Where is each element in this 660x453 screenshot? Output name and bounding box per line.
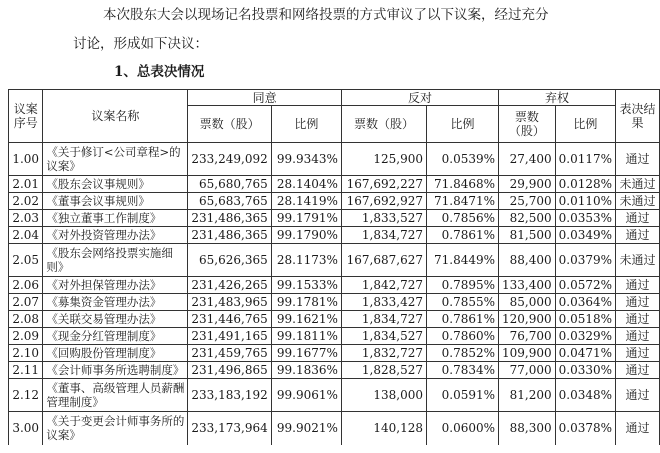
cell-agree-ratio: 99.9343% xyxy=(271,143,341,176)
cell-seq: 2.06 xyxy=(9,277,43,294)
cell-abstain-votes: 85,000 xyxy=(499,294,556,311)
cell-seq: 3.00 xyxy=(9,412,43,445)
header-oppose: 反对 xyxy=(341,90,498,106)
header-agree-ratio: 比例 xyxy=(271,106,341,143)
cell-name: 《董事会议事规则》 xyxy=(43,193,188,210)
cell-abstain-votes: 88,300 xyxy=(499,412,556,445)
cell-result: 通过 xyxy=(616,294,660,311)
cell-agree-ratio: 28.1404% xyxy=(271,176,341,193)
cell-abstain-ratio: 0.0128% xyxy=(555,176,615,193)
cell-agree-ratio: 99.9061% xyxy=(271,379,341,412)
cell-agree-votes: 231,459,765 xyxy=(188,345,271,362)
cell-abstain-ratio: 0.0348% xyxy=(555,379,615,412)
cell-oppose-votes: 1,842,727 xyxy=(341,277,426,294)
cell-name: 《对外担保管理办法》 xyxy=(43,277,188,294)
intro-paragraph-line2: 讨论，形成如下决议： xyxy=(73,36,208,52)
cell-seq: 2.02 xyxy=(9,193,43,210)
cell-oppose-votes: 167,692,927 xyxy=(341,193,426,210)
table-row xyxy=(9,379,660,412)
cell-seq: 2.12 xyxy=(9,379,43,412)
cell-oppose-ratio: 71.8468% xyxy=(427,176,499,193)
cell-oppose-votes: 1,833,527 xyxy=(341,210,426,227)
cell-abstain-votes: 77,000 xyxy=(499,362,556,379)
cell-oppose-votes: 1,832,727 xyxy=(341,345,426,362)
table-body xyxy=(9,143,660,445)
cell-abstain-ratio: 0.0518% xyxy=(555,311,615,328)
cell-seq: 2.09 xyxy=(9,328,43,345)
cell-abstain-ratio: 0.0110% xyxy=(555,193,615,210)
header-oppose-ratio: 比例 xyxy=(427,106,499,143)
cell-abstain-votes: 25,700 xyxy=(499,193,556,210)
cell-oppose-ratio: 0.7861% xyxy=(427,311,499,328)
table-row xyxy=(9,227,660,244)
cell-oppose-ratio: 0.0600% xyxy=(427,412,499,445)
cell-oppose-ratio: 0.7834% xyxy=(427,362,499,379)
cell-agree-votes: 231,483,965 xyxy=(188,294,271,311)
cell-abstain-votes: 81,200 xyxy=(499,379,556,412)
cell-oppose-ratio: 0.0539% xyxy=(427,143,499,176)
cell-result: 通过 xyxy=(616,328,660,345)
cell-seq: 2.03 xyxy=(9,210,43,227)
cell-oppose-ratio: 71.8449% xyxy=(427,244,499,277)
cell-agree-ratio: 99.1811% xyxy=(271,328,341,345)
cell-result: 通过 xyxy=(616,362,660,379)
cell-oppose-votes: 140,128 xyxy=(341,412,426,445)
header-oppose-votes: 票数（股） xyxy=(341,106,426,143)
section-title: 1、总表决情况 xyxy=(114,64,205,80)
cell-oppose-ratio: 0.7860% xyxy=(427,328,499,345)
cell-seq: 2.01 xyxy=(9,176,43,193)
cell-agree-ratio: 99.9021% xyxy=(271,412,341,445)
cell-abstain-ratio: 0.0330% xyxy=(555,362,615,379)
cell-result: 通过 xyxy=(616,277,660,294)
cell-agree-ratio: 99.1791% xyxy=(271,210,341,227)
cell-name: 《回购股份管理制度》 xyxy=(43,345,188,362)
table-row xyxy=(9,294,660,311)
cell-agree-votes: 231,426,265 xyxy=(188,277,271,294)
cell-result: 通过 xyxy=(616,227,660,244)
cell-result: 未通过 xyxy=(616,176,660,193)
cell-abstain-ratio: 0.0572% xyxy=(555,277,615,294)
cell-oppose-votes: 167,692,227 xyxy=(341,176,426,193)
cell-abstain-votes: 29,900 xyxy=(499,176,556,193)
cell-abstain-ratio: 0.0353% xyxy=(555,210,615,227)
intro-paragraph-line1: 本次股东大会以现场记名投票和网络投票的方式审议了以下议案，经过充分 xyxy=(103,7,549,23)
cell-seq: 2.07 xyxy=(9,294,43,311)
cell-agree-ratio: 28.1419% xyxy=(271,193,341,210)
cell-abstain-ratio: 0.0471% xyxy=(555,345,615,362)
cell-name: 《关于修订<公司章程>的议案》 xyxy=(43,143,188,176)
cell-agree-votes: 231,486,365 xyxy=(188,210,271,227)
cell-seq: 2.04 xyxy=(9,227,43,244)
cell-oppose-votes: 125,900 xyxy=(341,143,426,176)
cell-oppose-ratio: 0.7855% xyxy=(427,294,499,311)
table-row xyxy=(9,311,660,328)
cell-oppose-votes: 1,834,727 xyxy=(341,311,426,328)
cell-agree-ratio: 99.1781% xyxy=(271,294,341,311)
cell-agree-ratio: 28.1173% xyxy=(271,244,341,277)
cell-result: 未通过 xyxy=(616,244,660,277)
cell-seq: 2.10 xyxy=(9,345,43,362)
cell-agree-ratio: 99.1790% xyxy=(271,227,341,244)
cell-name: 《对外投资管理办法》 xyxy=(43,227,188,244)
cell-abstain-votes: 27,400 xyxy=(499,143,556,176)
cell-oppose-ratio: 0.7852% xyxy=(427,345,499,362)
cell-oppose-votes: 167,687,627 xyxy=(341,244,426,277)
cell-agree-ratio: 99.1677% xyxy=(271,345,341,362)
cell-agree-votes: 65,626,365 xyxy=(188,244,271,277)
table-row xyxy=(9,244,660,277)
header-seq: 议案序号 xyxy=(9,90,43,143)
cell-name: 《现金分红管理制度》 xyxy=(43,328,188,345)
cell-oppose-votes: 1,833,427 xyxy=(341,294,426,311)
cell-abstain-votes: 120,900 xyxy=(499,311,556,328)
header-abstain-votes: 票数（股） xyxy=(499,106,556,143)
cell-agree-votes: 65,680,765 xyxy=(188,176,271,193)
table-row xyxy=(9,210,660,227)
cell-agree-votes: 231,491,165 xyxy=(188,328,271,345)
cell-name: 《关联交易管理办法》 xyxy=(43,311,188,328)
cell-oppose-votes: 1,828,527 xyxy=(341,362,426,379)
table-row xyxy=(9,412,660,445)
cell-oppose-ratio: 0.0591% xyxy=(427,379,499,412)
cell-abstain-votes: 82,500 xyxy=(499,210,556,227)
cell-result: 通过 xyxy=(616,379,660,412)
cell-oppose-votes: 138,000 xyxy=(341,379,426,412)
cell-agree-votes: 65,683,765 xyxy=(188,193,271,210)
cell-result: 通过 xyxy=(616,345,660,362)
cell-agree-votes: 233,183,192 xyxy=(188,379,271,412)
cell-agree-ratio: 99.1836% xyxy=(271,362,341,379)
cell-abstain-votes: 109,900 xyxy=(499,345,556,362)
cell-abstain-votes: 133,400 xyxy=(499,277,556,294)
cell-abstain-votes: 81,500 xyxy=(499,227,556,244)
cell-agree-ratio: 99.1621% xyxy=(271,311,341,328)
table-row xyxy=(9,362,660,379)
header-result: 表决结果 xyxy=(616,90,660,143)
cell-abstain-votes: 88,400 xyxy=(499,244,556,277)
cell-oppose-ratio: 0.7861% xyxy=(427,227,499,244)
cell-abstain-ratio: 0.0364% xyxy=(555,294,615,311)
cell-oppose-ratio: 0.7895% xyxy=(427,277,499,294)
header-abstain-ratio: 比例 xyxy=(555,106,615,143)
cell-agree-votes: 231,446,765 xyxy=(188,311,271,328)
cell-name: 《募集资金管理办法》 xyxy=(43,294,188,311)
cell-seq: 2.08 xyxy=(9,311,43,328)
voting-results-table xyxy=(8,89,660,445)
cell-agree-ratio: 99.1533% xyxy=(271,277,341,294)
cell-abstain-ratio: 0.0329% xyxy=(555,328,615,345)
table-row xyxy=(9,193,660,210)
cell-abstain-ratio: 0.0379% xyxy=(555,244,615,277)
cell-name: 《关于变更会计师事务所的议案》 xyxy=(43,412,188,445)
cell-agree-votes: 233,249,092 xyxy=(188,143,271,176)
cell-result: 通过 xyxy=(616,210,660,227)
table-row xyxy=(9,143,660,176)
table-row xyxy=(9,345,660,362)
header-name: 议案名称 xyxy=(43,90,188,143)
header-agree-votes: 票数（股） xyxy=(188,106,271,143)
cell-agree-votes: 231,486,365 xyxy=(188,227,271,244)
cell-oppose-votes: 1,834,527 xyxy=(341,328,426,345)
cell-seq: 1.00 xyxy=(9,143,43,176)
cell-oppose-ratio: 71.8471% xyxy=(427,193,499,210)
cell-name: 《独立董事工作制度》 xyxy=(43,210,188,227)
cell-abstain-ratio: 0.0378% xyxy=(555,412,615,445)
table-row xyxy=(9,176,660,193)
cell-agree-votes: 233,173,964 xyxy=(188,412,271,445)
cell-seq: 2.05 xyxy=(9,244,43,277)
header-abstain: 弃权 xyxy=(499,90,616,106)
cell-oppose-votes: 1,834,727 xyxy=(341,227,426,244)
cell-abstain-votes: 76,700 xyxy=(499,328,556,345)
cell-name: 《会计师事务所选聘制度》 xyxy=(43,362,188,379)
cell-agree-votes: 231,496,865 xyxy=(188,362,271,379)
cell-seq: 2.11 xyxy=(9,362,43,379)
cell-name: 《股东会网络投票实施细则》 xyxy=(43,244,188,277)
cell-result: 通过 xyxy=(616,143,660,176)
cell-result: 通过 xyxy=(616,412,660,445)
cell-result: 通过 xyxy=(616,311,660,328)
cell-result: 未通过 xyxy=(616,193,660,210)
table-row xyxy=(9,328,660,345)
table-row xyxy=(9,277,660,294)
cell-name: 《股东会议事规则》 xyxy=(43,176,188,193)
cell-abstain-ratio: 0.0117% xyxy=(555,143,615,176)
header-agree: 同意 xyxy=(188,90,342,106)
cell-abstain-ratio: 0.0349% xyxy=(555,227,615,244)
cell-name: 《董事、高级管理人员薪酬管理制度》 xyxy=(43,379,188,412)
cell-oppose-ratio: 0.7856% xyxy=(427,210,499,227)
